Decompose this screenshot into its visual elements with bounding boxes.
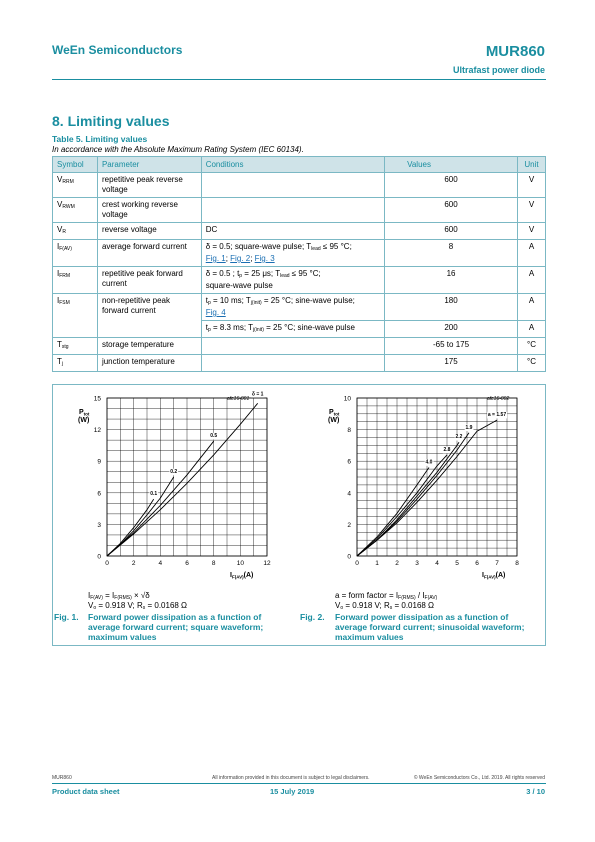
series-line <box>107 477 174 556</box>
col-header: Parameter <box>97 157 201 173</box>
cond-sub: lead <box>280 273 290 279</box>
cond-text: = 25 °C; sine-wave pulse <box>263 323 355 332</box>
fig2-formula2: $V_o = 0.918$ V; $R_s = 0.0168$ Ω <box>335 601 435 611</box>
table-row <box>53 267 546 294</box>
footer-disclaimer: All information provided in this document is subject to legal disclaimers. <box>212 775 370 781</box>
unit: V <box>517 223 545 240</box>
symbol: I <box>57 296 60 305</box>
series-line <box>357 442 459 556</box>
footer-divider <box>52 783 546 784</box>
x-tick-label: 2 <box>131 560 136 567</box>
cond-text: ≤ 95 °C; <box>320 242 352 251</box>
symbol-sub: F(AV) <box>59 246 72 252</box>
col-header: Conditions <box>201 157 384 173</box>
symbol-sub: stg <box>61 344 69 350</box>
unit: A <box>517 294 545 321</box>
x-tick-label: 8 <box>211 560 216 567</box>
parameter: junction temperature <box>97 355 201 372</box>
unit: A <box>517 267 545 294</box>
unit: A <box>517 321 545 338</box>
fig2-formula1: a = form factor = $I_{F(RMS)} / I_{F(AV)}$ <box>335 591 438 601</box>
conditions <box>201 198 384 223</box>
y-tick-label: 15 <box>93 395 101 403</box>
value: 16 <box>385 267 518 294</box>
y-tick-label: 6 <box>97 490 101 498</box>
parameter: reverse voltage <box>97 223 201 240</box>
cond-text: t <box>205 296 208 305</box>
conditions <box>201 267 384 294</box>
cond-sub: j(init) <box>253 327 264 333</box>
company-name: WeEn Semiconductors <box>52 43 183 57</box>
parameter: storage temperature <box>97 338 201 355</box>
value: -65 to 175 <box>385 338 518 355</box>
cond-text: t <box>205 323 208 332</box>
cond-text: δ = 0.5; square-wave pulse; T <box>205 242 312 251</box>
series-label: 4.0 <box>425 459 433 466</box>
cond-sub: p <box>207 300 211 306</box>
value: 8 <box>385 240 518 267</box>
fig1-number: Fig. 1. <box>54 612 79 622</box>
symbol-sub: j <box>61 361 64 367</box>
parameter: crest working reverse voltage <box>97 198 201 223</box>
table-row <box>53 223 546 240</box>
table-row <box>53 355 546 372</box>
conditions <box>201 173 384 198</box>
limiting-values-table <box>52 156 546 372</box>
y-tick-label: 6 <box>347 458 351 466</box>
x-tick-label: 6 <box>475 560 479 567</box>
fig2-ylabel: $P_{tot}$ <box>329 409 340 417</box>
cond-text: δ = 0.5 ; t <box>205 269 240 278</box>
fig1-yunit: (W) <box>78 417 90 424</box>
fig1-formula2: $V_o = 0.918$ V; $R_s = 0.0168$ Ω <box>88 601 188 611</box>
value: 600 <box>385 223 518 240</box>
series-label: 0.1 <box>150 491 158 498</box>
fig2-caption: Forward power dissipation as a function of average forward current; sinusoidal waveform; maximum values <box>335 612 525 642</box>
cond-sub: p <box>207 327 211 333</box>
conditions <box>201 321 384 338</box>
footer-copyright: © WeEn Semiconductors Co., Ltd. 2019. All rights reserved <box>413 775 545 781</box>
footer-doc-id: MUR860 <box>52 775 72 781</box>
conditions <box>201 355 384 372</box>
value: 180 <box>385 294 518 321</box>
unit: °C <box>517 338 545 355</box>
x-tick-label: 8 <box>515 560 519 567</box>
table-note: In accordance with the Absolute Maximum Rating System (IEC 60134). <box>52 145 304 154</box>
table-row <box>53 294 546 321</box>
value: 600 <box>385 173 518 198</box>
x-tick-label: 0 <box>355 560 359 567</box>
x-tick-label: 4 <box>435 560 439 567</box>
fig-3-link[interactable]: Fig. 3 <box>254 254 275 263</box>
parameter: non-repetitive peak forward current <box>97 294 201 338</box>
conditions <box>201 338 384 355</box>
parameter: average forward current <box>97 240 201 267</box>
col-header: Values <box>385 157 518 173</box>
y-tick-label: 0 <box>97 553 101 561</box>
series-label: δ = 1 <box>251 391 264 398</box>
series-label: 0.2 <box>170 469 178 475</box>
y-tick-label: 2 <box>347 521 351 529</box>
parameter: repetitive peak forward current <box>97 267 201 294</box>
x-tick-label: 0 <box>105 560 109 567</box>
value: 200 <box>385 321 518 338</box>
col-header: Unit <box>517 157 545 173</box>
conditions: δ = 0.5; square-wave pulse; $T_{lead} \le 95$ °C; Fig. 1; Fig. 2; Fig. 3 <box>201 240 384 267</box>
symbol-sub: FSM <box>59 300 70 306</box>
cond-text: = 25 μs; T <box>242 269 281 278</box>
series-label: 2.8 <box>443 446 451 453</box>
fig1-ylabel: $P_{tot}$ <box>79 409 90 417</box>
table-row <box>53 240 546 267</box>
fig1-code: afc16-001 <box>227 396 250 402</box>
series-line <box>357 468 429 557</box>
fig2-xlabel: $I_{F(AV)}(A)$ <box>482 572 506 580</box>
y-tick-label: 0 <box>347 553 351 561</box>
product-subtitle: Ultrafast power diode <box>452 65 545 75</box>
symbol: I <box>57 242 60 251</box>
y-tick-label: 3 <box>97 521 101 529</box>
cond-text: = 10 ms; T <box>210 296 251 305</box>
cond-text: = 8.3 ms; T <box>210 323 254 332</box>
fig-4-link[interactable]: Fig. 4 <box>205 308 226 317</box>
fig1-chart <box>72 390 282 582</box>
symbol: V <box>57 175 63 184</box>
y-tick-label: 9 <box>97 458 101 466</box>
x-tick-label: 7 <box>495 560 499 567</box>
series-label: 1.9 <box>465 424 473 431</box>
header-divider <box>52 79 546 80</box>
table-row <box>53 198 546 223</box>
parameter: repetitive peak reverse voltage <box>97 173 201 198</box>
fig2-code: afc16-002 <box>487 396 510 402</box>
cond-text: square-wave pulse <box>205 281 273 290</box>
value: 600 <box>385 198 518 223</box>
footer-doc-type: Product data sheet <box>52 787 120 796</box>
fig1-caption: Forward power dissipation as a function of average forward current; square waveform; maximum values <box>88 612 264 642</box>
footer-page: 3 / 10 <box>526 787 545 796</box>
table-row <box>53 173 546 198</box>
x-tick-label: 6 <box>185 560 189 567</box>
x-tick-label: 4 <box>158 560 163 567</box>
col-header: Symbol <box>53 157 98 173</box>
fig1-xlabel: $I_{F(AV)}(A)$ <box>230 572 254 580</box>
fig2-yunit: (W) <box>328 417 340 424</box>
fig-2-link[interactable]: Fig. 2 <box>230 254 251 263</box>
conditions: DC <box>201 223 384 240</box>
x-tick-label: 5 <box>455 560 459 567</box>
series-label: 2.2 <box>455 434 463 441</box>
symbol-sub: RRM <box>62 179 74 185</box>
fig-1-link[interactable]: Fig. 1 <box>205 254 226 263</box>
table-caption: Table 5. Limiting values <box>52 134 148 144</box>
unit: V <box>517 198 545 223</box>
section-title: 8. Limiting values <box>52 113 170 129</box>
x-tick-label: 3 <box>415 560 419 567</box>
fig1-formula1: $I_{F(AV)} = I_{F(RMS)} \times √\delta$ <box>88 591 150 601</box>
series-line <box>107 499 154 556</box>
table-row <box>53 338 546 355</box>
table-header-row <box>53 157 546 173</box>
footer-date: 15 July 2019 <box>270 787 315 796</box>
unit: A <box>517 240 545 267</box>
x-tick-label: 2 <box>395 560 399 567</box>
y-tick-label: 8 <box>347 427 351 435</box>
unit: °C <box>517 355 545 372</box>
fig2-number: Fig. 2. <box>300 612 325 622</box>
x-tick-label: 10 <box>236 560 244 567</box>
value: 175 <box>385 355 518 372</box>
y-tick-label: 10 <box>343 395 351 403</box>
symbol-sub: RWM <box>62 204 75 210</box>
symbol: T <box>57 340 62 349</box>
y-tick-label: 4 <box>347 490 351 498</box>
symbol: V <box>57 200 63 209</box>
cond-text: ≤ 95 °C; <box>289 269 321 278</box>
x-tick-label: 12 <box>263 560 271 567</box>
cond-sub: lead <box>311 246 321 252</box>
cond-text: = 25 °C; sine-wave pulse; <box>261 296 355 305</box>
conditions <box>201 294 384 321</box>
symbol: I <box>57 269 60 278</box>
unit: V <box>517 173 545 198</box>
product-name: MUR860 <box>485 43 545 60</box>
cond-sub: j(init) <box>250 300 262 306</box>
series-label: 0.5 <box>210 433 218 440</box>
symbol: V <box>57 225 63 234</box>
x-tick-label: 1 <box>375 560 379 567</box>
fig2-chart <box>322 390 532 582</box>
cond-sub: p <box>239 273 243 279</box>
symbol: T <box>57 357 62 366</box>
y-tick-label: 12 <box>93 427 101 435</box>
series-label: a = 1.57 <box>487 412 507 419</box>
symbol-sub: R <box>62 229 66 235</box>
symbol-sub: FRM <box>59 273 71 279</box>
